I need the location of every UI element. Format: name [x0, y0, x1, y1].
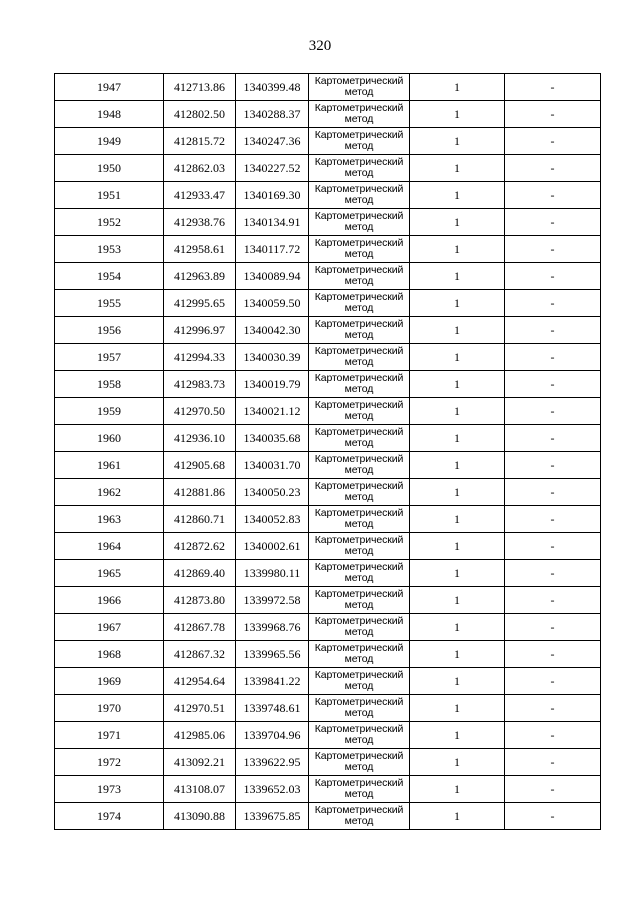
- note-cell: -: [505, 614, 601, 641]
- point-number-cell: 1950: [55, 155, 164, 182]
- y-coordinate-cell: 1340050.23: [236, 479, 309, 506]
- point-number-cell: 1972: [55, 749, 164, 776]
- x-coordinate-cell: 412862.03: [164, 155, 236, 182]
- method-line-1: Картометрический: [314, 561, 404, 573]
- method-line-2: метод: [344, 788, 374, 800]
- method-line-1: Картометрический: [314, 210, 404, 222]
- note-cell: -: [505, 695, 601, 722]
- y-coordinate-cell: 1339965.56: [236, 641, 309, 668]
- point-number-cell: 1961: [55, 452, 164, 479]
- table-row: [55, 101, 601, 128]
- table-row: [55, 182, 601, 209]
- y-coordinate-cell: 1340227.52: [236, 155, 309, 182]
- x-coordinate-cell: 412873.80: [164, 587, 236, 614]
- method-line-1: Картометрический: [314, 534, 404, 546]
- x-coordinate-cell: 412815.72: [164, 128, 236, 155]
- method-line-2: метод: [344, 275, 374, 287]
- precision-cell: 1: [410, 371, 505, 398]
- table-row: [55, 479, 601, 506]
- x-coordinate-cell: 412996.97: [164, 317, 236, 344]
- method-cell: [309, 398, 410, 425]
- method-line-1: Картометрический: [314, 399, 404, 411]
- method-line-2: метод: [344, 113, 374, 125]
- y-coordinate-cell: 1340117.72: [236, 236, 309, 263]
- method-line-2: метод: [344, 329, 374, 341]
- method-cell: [309, 344, 410, 371]
- page-number: 320: [308, 38, 332, 54]
- point-number-cell: 1974: [55, 803, 164, 830]
- y-coordinate-cell: 1339841.22: [236, 668, 309, 695]
- precision-cell: 1: [410, 209, 505, 236]
- method-cell: [309, 452, 410, 479]
- method-line-2: метод: [344, 86, 374, 98]
- precision-cell: 1: [410, 398, 505, 425]
- table-row: [55, 668, 601, 695]
- x-coordinate-cell: 413092.21: [164, 749, 236, 776]
- table-row: [55, 290, 601, 317]
- note-cell: -: [505, 533, 601, 560]
- method-cell: [309, 371, 410, 398]
- precision-cell: 1: [410, 155, 505, 182]
- method-line-2: метод: [344, 734, 374, 746]
- precision-cell: 1: [410, 479, 505, 506]
- table-row: [55, 263, 601, 290]
- note-cell: -: [505, 182, 601, 209]
- table-row: [55, 371, 601, 398]
- method-line-1: Картометрический: [314, 183, 404, 195]
- precision-cell: 1: [410, 236, 505, 263]
- method-cell: [309, 722, 410, 749]
- method-line-2: метод: [344, 140, 374, 152]
- note-cell: -: [505, 479, 601, 506]
- precision-cell: 1: [410, 128, 505, 155]
- x-coordinate-cell: 412958.61: [164, 236, 236, 263]
- precision-cell: 1: [410, 101, 505, 128]
- precision-cell: 1: [410, 317, 505, 344]
- method-line-1: Картометрический: [314, 291, 404, 303]
- point-number-cell: 1973: [55, 776, 164, 803]
- x-coordinate-cell: 412802.50: [164, 101, 236, 128]
- x-coordinate-cell: 412938.76: [164, 209, 236, 236]
- table-row: [55, 209, 601, 236]
- point-number-cell: 1970: [55, 695, 164, 722]
- method-cell: [309, 803, 410, 830]
- method-line-1: Картометрический: [314, 345, 404, 357]
- coordinates-table-body: [55, 74, 601, 830]
- note-cell: -: [505, 722, 601, 749]
- precision-cell: 1: [410, 749, 505, 776]
- method-cell: [309, 182, 410, 209]
- x-coordinate-cell: 413090.88: [164, 803, 236, 830]
- table-row: [55, 560, 601, 587]
- note-cell: -: [505, 776, 601, 803]
- note-cell: -: [505, 263, 601, 290]
- note-cell: -: [505, 155, 601, 182]
- point-number-cell: 1948: [55, 101, 164, 128]
- note-cell: -: [505, 425, 601, 452]
- point-number-cell: 1969: [55, 668, 164, 695]
- note-cell: -: [505, 506, 601, 533]
- table-row: [55, 128, 601, 155]
- y-coordinate-cell: 1339622.95: [236, 749, 309, 776]
- point-number-cell: 1968: [55, 641, 164, 668]
- coordinates-table: [54, 73, 601, 830]
- point-number-cell: 1962: [55, 479, 164, 506]
- point-number-cell: 1965: [55, 560, 164, 587]
- point-number-cell: 1951: [55, 182, 164, 209]
- table-row: [55, 533, 601, 560]
- table-row: [55, 344, 601, 371]
- x-coordinate-cell: 412970.50: [164, 398, 236, 425]
- x-coordinate-cell: 412994.33: [164, 344, 236, 371]
- precision-cell: 1: [410, 641, 505, 668]
- method-line-2: метод: [344, 491, 374, 503]
- note-cell: -: [505, 641, 601, 668]
- method-line-1: Картометрический: [314, 75, 404, 87]
- table-row: [55, 398, 601, 425]
- point-number-cell: 1967: [55, 614, 164, 641]
- method-cell: [309, 317, 410, 344]
- method-line-2: метод: [344, 680, 374, 692]
- table-row: [55, 425, 601, 452]
- method-line-1: Картометрический: [314, 669, 404, 681]
- method-cell: [309, 560, 410, 587]
- method-line-1: Картометрический: [314, 750, 404, 762]
- method-line-2: метод: [344, 464, 374, 476]
- note-cell: -: [505, 74, 601, 101]
- method-line-1: Картометрический: [314, 129, 404, 141]
- method-line-2: метод: [344, 518, 374, 530]
- note-cell: -: [505, 587, 601, 614]
- precision-cell: 1: [410, 74, 505, 101]
- method-cell: [309, 749, 410, 776]
- note-cell: -: [505, 128, 601, 155]
- method-cell: [309, 641, 410, 668]
- method-line-2: метод: [344, 545, 374, 557]
- precision-cell: 1: [410, 614, 505, 641]
- precision-cell: 1: [410, 722, 505, 749]
- method-line-1: Картометрический: [314, 777, 404, 789]
- note-cell: -: [505, 344, 601, 371]
- y-coordinate-cell: 1340031.70: [236, 452, 309, 479]
- x-coordinate-cell: 412881.86: [164, 479, 236, 506]
- method-cell: [309, 479, 410, 506]
- method-line-2: метод: [344, 626, 374, 638]
- method-cell: [309, 101, 410, 128]
- point-number-cell: 1963: [55, 506, 164, 533]
- y-coordinate-cell: 1340134.91: [236, 209, 309, 236]
- method-cell: [309, 614, 410, 641]
- method-line-1: Картометрический: [314, 507, 404, 519]
- y-coordinate-cell: 1339675.85: [236, 803, 309, 830]
- point-number-cell: 1964: [55, 533, 164, 560]
- y-coordinate-cell: 1339748.61: [236, 695, 309, 722]
- table-row: [55, 803, 601, 830]
- method-line-1: Картометрический: [314, 264, 404, 276]
- note-cell: -: [505, 317, 601, 344]
- method-cell: [309, 236, 410, 263]
- method-cell: [309, 74, 410, 101]
- precision-cell: 1: [410, 506, 505, 533]
- method-line-2: метод: [344, 761, 374, 773]
- method-line-2: метод: [344, 248, 374, 260]
- precision-cell: 1: [410, 290, 505, 317]
- method-line-1: Картометрический: [314, 804, 404, 816]
- method-line-1: Картометрический: [314, 696, 404, 708]
- note-cell: -: [505, 371, 601, 398]
- point-number-cell: 1949: [55, 128, 164, 155]
- precision-cell: 1: [410, 533, 505, 560]
- note-cell: -: [505, 668, 601, 695]
- x-coordinate-cell: 412872.62: [164, 533, 236, 560]
- y-coordinate-cell: 1339972.58: [236, 587, 309, 614]
- method-line-2: метод: [344, 437, 374, 449]
- method-line-2: метод: [344, 221, 374, 233]
- y-coordinate-cell: 1339980.11: [236, 560, 309, 587]
- precision-cell: 1: [410, 263, 505, 290]
- precision-cell: 1: [410, 182, 505, 209]
- point-number-cell: 1953: [55, 236, 164, 263]
- method-line-2: метод: [344, 383, 374, 395]
- note-cell: -: [505, 236, 601, 263]
- table-row: [55, 587, 601, 614]
- precision-cell: 1: [410, 776, 505, 803]
- y-coordinate-cell: 1340247.36: [236, 128, 309, 155]
- method-cell: [309, 776, 410, 803]
- table-row: [55, 236, 601, 263]
- y-coordinate-cell: 1340089.94: [236, 263, 309, 290]
- method-line-2: метод: [344, 410, 374, 422]
- method-cell: [309, 533, 410, 560]
- method-line-2: метод: [344, 302, 374, 314]
- x-coordinate-cell: 412867.78: [164, 614, 236, 641]
- point-number-cell: 1959: [55, 398, 164, 425]
- method-line-1: Картометрический: [314, 372, 404, 384]
- x-coordinate-cell: 412713.86: [164, 74, 236, 101]
- method-cell: [309, 668, 410, 695]
- note-cell: -: [505, 290, 601, 317]
- table-row: [55, 155, 601, 182]
- method-cell: [309, 290, 410, 317]
- method-line-1: Картометрический: [314, 102, 404, 114]
- x-coordinate-cell: 412869.40: [164, 560, 236, 587]
- point-number-cell: 1947: [55, 74, 164, 101]
- method-line-1: Картометрический: [314, 615, 404, 627]
- point-number-cell: 1958: [55, 371, 164, 398]
- x-coordinate-cell: 412995.65: [164, 290, 236, 317]
- y-coordinate-cell: 1339704.96: [236, 722, 309, 749]
- x-coordinate-cell: 412936.10: [164, 425, 236, 452]
- table-row: [55, 641, 601, 668]
- note-cell: -: [505, 452, 601, 479]
- method-line-1: Картометрический: [314, 642, 404, 654]
- method-cell: [309, 155, 410, 182]
- method-line-2: метод: [344, 653, 374, 665]
- x-coordinate-cell: 412905.68: [164, 452, 236, 479]
- method-line-2: метод: [344, 356, 374, 368]
- note-cell: -: [505, 749, 601, 776]
- method-line-1: Картометрический: [314, 237, 404, 249]
- note-cell: -: [505, 803, 601, 830]
- method-line-2: метод: [344, 815, 374, 827]
- precision-cell: 1: [410, 803, 505, 830]
- table-row: [55, 317, 601, 344]
- note-cell: -: [505, 101, 601, 128]
- x-coordinate-cell: 412954.64: [164, 668, 236, 695]
- method-line-2: метод: [344, 707, 374, 719]
- precision-cell: 1: [410, 587, 505, 614]
- y-coordinate-cell: 1340042.30: [236, 317, 309, 344]
- y-coordinate-cell: 1340059.50: [236, 290, 309, 317]
- method-cell: [309, 209, 410, 236]
- table-row: [55, 74, 601, 101]
- note-cell: -: [505, 398, 601, 425]
- y-coordinate-cell: 1340052.83: [236, 506, 309, 533]
- point-number-cell: 1957: [55, 344, 164, 371]
- y-coordinate-cell: 1340030.39: [236, 344, 309, 371]
- table-row: [55, 614, 601, 641]
- point-number-cell: 1952: [55, 209, 164, 236]
- x-coordinate-cell: 413108.07: [164, 776, 236, 803]
- method-line-2: метод: [344, 572, 374, 584]
- y-coordinate-cell: 1340021.12: [236, 398, 309, 425]
- point-number-cell: 1966: [55, 587, 164, 614]
- x-coordinate-cell: 412983.73: [164, 371, 236, 398]
- y-coordinate-cell: 1340035.68: [236, 425, 309, 452]
- table-row: [55, 506, 601, 533]
- method-cell: [309, 587, 410, 614]
- table-row: [55, 695, 601, 722]
- method-line-1: Картометрический: [314, 453, 404, 465]
- y-coordinate-cell: 1340399.48: [236, 74, 309, 101]
- method-line-1: Картометрический: [314, 723, 404, 735]
- precision-cell: 1: [410, 560, 505, 587]
- y-coordinate-cell: 1340288.37: [236, 101, 309, 128]
- method-cell: [309, 263, 410, 290]
- table-row: [55, 749, 601, 776]
- x-coordinate-cell: 412867.32: [164, 641, 236, 668]
- x-coordinate-cell: 412963.89: [164, 263, 236, 290]
- point-number-cell: 1956: [55, 317, 164, 344]
- method-line-1: Картометрический: [314, 156, 404, 168]
- point-number-cell: 1960: [55, 425, 164, 452]
- point-number-cell: 1955: [55, 290, 164, 317]
- y-coordinate-cell: 1340169.30: [236, 182, 309, 209]
- y-coordinate-cell: 1339652.03: [236, 776, 309, 803]
- precision-cell: 1: [410, 452, 505, 479]
- precision-cell: 1: [410, 425, 505, 452]
- point-number-cell: 1971: [55, 722, 164, 749]
- method-cell: [309, 128, 410, 155]
- table-row: [55, 452, 601, 479]
- method-line-2: метод: [344, 194, 374, 206]
- table-row: [55, 722, 601, 749]
- precision-cell: 1: [410, 344, 505, 371]
- y-coordinate-cell: 1339968.76: [236, 614, 309, 641]
- x-coordinate-cell: 412933.47: [164, 182, 236, 209]
- method-line-1: Картометрический: [314, 480, 404, 492]
- note-cell: -: [505, 560, 601, 587]
- method-line-1: Картометрический: [314, 588, 404, 600]
- method-cell: [309, 425, 410, 452]
- table-row: [55, 776, 601, 803]
- method-line-2: метод: [344, 599, 374, 611]
- method-cell: [309, 695, 410, 722]
- method-line-2: метод: [344, 167, 374, 179]
- precision-cell: 1: [410, 695, 505, 722]
- note-cell: -: [505, 209, 601, 236]
- method-line-1: Картометрический: [314, 318, 404, 330]
- method-cell: [309, 506, 410, 533]
- x-coordinate-cell: 412860.71: [164, 506, 236, 533]
- point-number-cell: 1954: [55, 263, 164, 290]
- x-coordinate-cell: 412970.51: [164, 695, 236, 722]
- precision-cell: 1: [410, 668, 505, 695]
- y-coordinate-cell: 1340002.61: [236, 533, 309, 560]
- y-coordinate-cell: 1340019.79: [236, 371, 309, 398]
- method-line-1: Картометрический: [314, 426, 404, 438]
- x-coordinate-cell: 412985.06: [164, 722, 236, 749]
